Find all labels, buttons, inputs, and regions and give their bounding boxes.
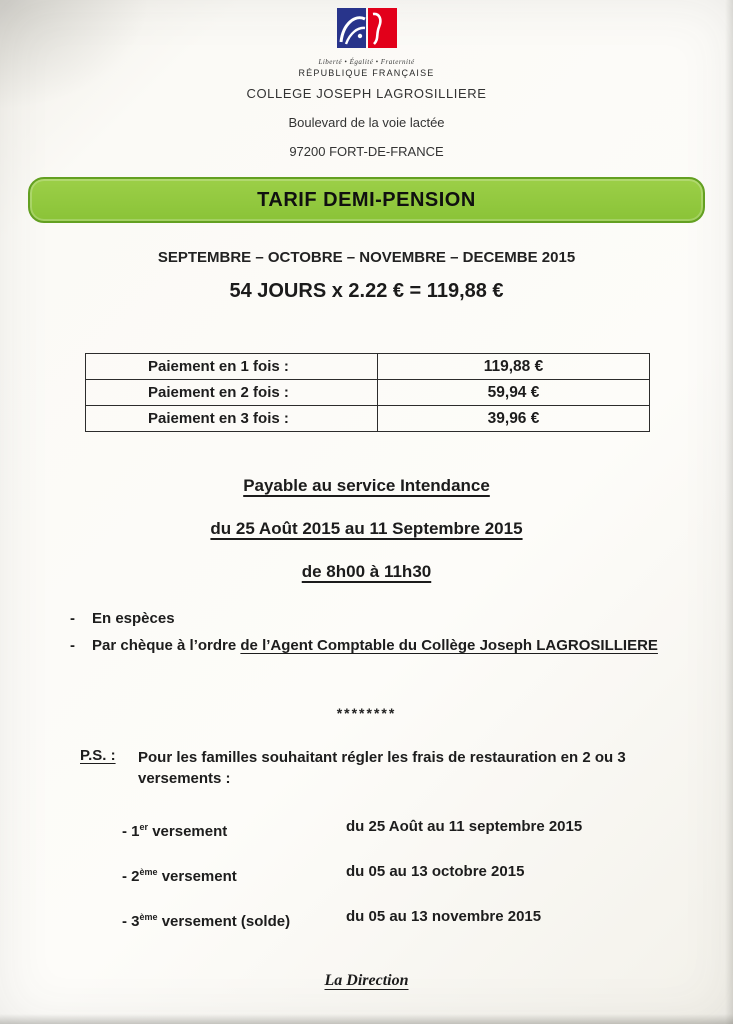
payable-section — [0, 476, 733, 582]
ordinal-suffix: er — [139, 822, 149, 832]
list-item — [122, 862, 733, 887]
ps-text-line1: Pour les familles souhaitant régler les frais de restauration en 2 ou 3 — [138, 749, 626, 766]
method-cheque — [92, 632, 658, 659]
bullet-dash: - — [122, 823, 127, 840]
school-address-line2: 97200 FORT-DE-FRANCE — [289, 144, 444, 159]
installment-date: du 05 au 13 octobre 2015 — [346, 863, 525, 880]
table-row — [86, 406, 650, 432]
installment-date: du 25 Août au 11 septembre 2015 — [346, 818, 583, 835]
ordinal-suffix: ème — [139, 867, 158, 877]
republique-francaise-logo — [0, 0, 733, 78]
payment-methods-list — [70, 605, 733, 659]
installment-number: 3 — [131, 913, 140, 930]
installment-number: 1 — [131, 823, 140, 840]
ps-text — [138, 747, 626, 789]
list-item — [70, 632, 733, 659]
signature-text: La Direction — [324, 972, 409, 989]
payment-options-table — [85, 353, 650, 432]
installment-name — [122, 862, 346, 887]
asterisk-separator: ******** — [336, 705, 397, 721]
installment-label: versement — [148, 823, 228, 840]
school-name: COLLEGE JOSEPH LAGROSILLIERE — [246, 86, 487, 101]
bullet-dash: - — [70, 637, 75, 654]
table-row — [86, 380, 650, 406]
method-cash: En espèces — [92, 610, 175, 627]
page-title: TARIF DEMI-PENSION — [257, 188, 476, 211]
method-cheque-payee: de l’Agent Comptable du Collège Joseph LAGROSILLIERE — [240, 637, 658, 654]
table-row — [86, 354, 650, 380]
bullet-dash: - — [122, 868, 127, 885]
list-item — [122, 907, 733, 932]
ps-text-line2: versements : — [138, 770, 231, 787]
marianne-flag-icon — [315, 6, 419, 52]
installment-label: versement (solde) — [157, 913, 291, 930]
payment-option-amount: 59,94 € — [378, 380, 650, 406]
calculation-line: 54 JOURS x 2.22 € = 119,88 € — [229, 280, 504, 302]
list-item — [70, 605, 733, 632]
bullet-dash: - — [122, 913, 127, 930]
logo-republic-label: RÉPUBLIQUE FRANÇAISE — [298, 68, 435, 78]
installment-name — [122, 907, 346, 932]
title-banner — [28, 177, 705, 223]
bullet-dash: - — [70, 610, 75, 627]
payment-option-label: Paiement en 3 fois : — [86, 406, 378, 432]
payment-option-label: Paiement en 1 fois : — [86, 354, 378, 380]
ps-label: P.S. : — [80, 747, 116, 764]
payable-dates-line: du 25 Août 2015 au 11 Septembre 2015 — [210, 519, 523, 538]
payment-option-amount: 39,96 € — [378, 406, 650, 432]
payable-hours-line: de 8h00 à 11h30 — [301, 562, 432, 581]
logo-motto: Liberté • Égalité • Fraternité — [318, 58, 415, 66]
installments-list — [122, 817, 733, 932]
list-item — [122, 817, 733, 842]
payable-service-line: Payable au service Intendance — [243, 476, 490, 495]
payment-option-label: Paiement en 2 fois : — [86, 380, 378, 406]
installment-number: 2 — [131, 868, 140, 885]
signature-line — [0, 972, 733, 990]
scan-bottom-shadow — [0, 1014, 733, 1024]
ordinal-suffix: ème — [139, 912, 158, 922]
installment-name — [122, 817, 346, 842]
installment-date: du 05 au 13 novembre 2015 — [346, 908, 542, 925]
period-line: SEPTEMBRE – OCTOBRE – NOVEMBRE – DECEMBE 2015 — [157, 249, 576, 266]
school-address-line1: Boulevard de la voie lactée — [288, 115, 445, 130]
payment-option-amount: 119,88 € — [378, 354, 650, 380]
installment-label: versement — [157, 868, 237, 885]
ps-note — [80, 747, 733, 789]
method-cheque-prefix: Par chèque à l’ordre — [92, 637, 241, 654]
